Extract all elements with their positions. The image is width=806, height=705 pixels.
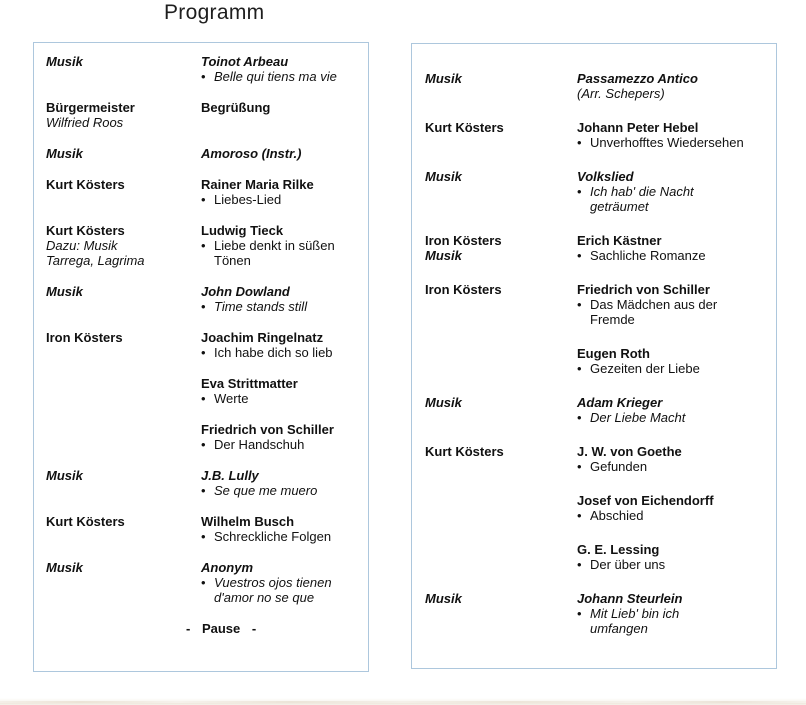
speaker-name	[46, 100, 201, 115]
piece-line	[201, 391, 363, 406]
speaker-name	[46, 238, 201, 253]
bullet-marker: •	[201, 391, 206, 406]
program-entry	[425, 444, 771, 474]
piece-line-text: Liebes-Lied	[214, 192, 282, 207]
bullet-marker: •	[577, 410, 582, 425]
program-entry	[46, 284, 363, 314]
speaker-name-text: Musik	[425, 591, 462, 606]
content-col	[577, 591, 771, 636]
program-entry	[46, 54, 363, 84]
content-col	[201, 468, 363, 498]
content-col	[577, 169, 771, 214]
bullet-marker: •	[577, 297, 582, 312]
piece-line	[577, 444, 771, 459]
speaker-name	[46, 253, 201, 268]
piece-line-text: John Dowland	[201, 284, 290, 299]
photo-strip	[0, 698, 806, 705]
speaker-col	[425, 71, 577, 86]
speaker-col	[425, 444, 577, 459]
piece-line-text: Rainer Maria Rilke	[201, 177, 314, 192]
piece-line	[577, 606, 771, 621]
speaker-col	[425, 282, 577, 297]
speaker-name-text: Kurt Kösters	[425, 444, 504, 459]
speaker-name-text: Kurt Kösters	[46, 223, 125, 238]
piece-line	[577, 493, 771, 508]
piece-line	[577, 508, 771, 523]
content-col	[577, 444, 771, 474]
piece-line-text: Time stands still	[214, 299, 308, 314]
speaker-name-text: Kurt Kösters	[46, 177, 125, 192]
piece-line	[577, 233, 771, 248]
piece-line-text: Adam Krieger	[577, 395, 663, 410]
piece-line	[201, 483, 363, 498]
content-col	[577, 120, 771, 150]
bullet-marker: •	[577, 135, 582, 150]
piece-line-text: Tönen	[214, 253, 251, 268]
speaker-name	[425, 282, 577, 297]
program-entry	[46, 100, 363, 130]
piece-line	[201, 330, 363, 345]
piece-line-text: Passamezzo Antico	[577, 71, 698, 86]
program-entry	[46, 560, 363, 605]
piece-line	[577, 86, 771, 101]
content-col	[201, 146, 363, 161]
piece-line	[577, 557, 771, 572]
piece-line	[201, 299, 363, 314]
speaker-name	[425, 233, 577, 248]
content-col	[201, 376, 363, 406]
speaker-col	[46, 284, 201, 299]
speaker-name	[46, 177, 201, 192]
speaker-name	[425, 395, 577, 410]
program-entry	[425, 591, 771, 636]
piece-line	[577, 184, 771, 199]
piece-line	[201, 376, 363, 391]
speaker-name-text: Kurt Kösters	[46, 514, 125, 529]
speaker-col	[46, 54, 201, 69]
speaker-col	[46, 177, 201, 192]
bullet-marker: •	[577, 184, 582, 199]
piece-line-text: umfangen	[590, 621, 648, 636]
program-entry	[46, 376, 363, 406]
piece-line-text: Erich Kästner	[577, 233, 662, 248]
speaker-col	[46, 330, 201, 345]
piece-line-text: J.B. Lully	[201, 468, 259, 483]
speaker-col	[425, 233, 577, 263]
piece-line	[201, 284, 363, 299]
content-col	[186, 621, 363, 636]
program-entry	[425, 71, 771, 101]
speaker-name	[46, 560, 201, 575]
program-entry	[425, 120, 771, 150]
speaker-name-text: Iron Kösters	[425, 282, 502, 297]
piece-line-text: geträumet	[590, 199, 649, 214]
piece-line	[201, 575, 363, 590]
piece-line-text: Der Liebe Macht	[590, 410, 686, 425]
piece-line	[201, 192, 363, 207]
piece-line	[577, 282, 771, 297]
piece-line	[577, 199, 771, 214]
piece-line-text: Belle qui tiens ma vie	[214, 69, 337, 84]
piece-line	[577, 248, 771, 263]
content-col	[201, 284, 363, 314]
speaker-name-text: Iron Kösters	[425, 233, 502, 248]
piece-line	[201, 560, 363, 575]
speaker-col	[425, 169, 577, 184]
piece-line-text: Das Mädchen aus der	[590, 297, 718, 312]
piece-line-text: Friedrich von Schiller	[201, 422, 334, 437]
piece-line	[577, 542, 771, 557]
piece-line-text: Mit Lieb' bin ich	[590, 606, 680, 621]
piece-line	[577, 410, 771, 425]
piece-line-text: Wilhelm Busch	[201, 514, 295, 529]
speaker-name-text: Wilfried Roos	[46, 115, 124, 130]
speaker-col	[46, 100, 201, 130]
program-entry	[425, 395, 771, 425]
speaker-col	[46, 468, 201, 483]
speaker-name-text: Musik	[425, 248, 462, 263]
piece-line-text: Sachliche Romanze	[590, 248, 706, 263]
piece-line-text: Liebe denkt in süßen	[214, 238, 335, 253]
program-entry	[46, 223, 363, 268]
speaker-name-text: Musik	[46, 146, 83, 161]
program-panel-left	[33, 42, 369, 672]
speaker-col	[425, 395, 577, 410]
content-col	[201, 560, 363, 605]
bullet-marker: •	[201, 192, 206, 207]
content-col	[577, 282, 771, 327]
pause-row	[46, 621, 363, 636]
bullet-marker: •	[201, 483, 206, 498]
speaker-name	[46, 223, 201, 238]
piece-line-text: d'amor no se que	[214, 590, 315, 605]
speaker-name	[46, 146, 201, 161]
piece-line-text: Ich hab' die Nacht	[590, 184, 694, 199]
piece-line-text: Werte	[214, 391, 249, 406]
piece-line-text: G. E. Lessing	[577, 542, 660, 557]
program-entry	[425, 233, 771, 263]
piece-line	[577, 297, 771, 312]
speaker-col	[46, 223, 201, 268]
speaker-name-text: Dazu: Musik	[46, 238, 118, 253]
program-panel-right	[411, 43, 777, 669]
piece-line	[577, 71, 771, 86]
speaker-name-text: Tarrega, Lagrima	[46, 253, 145, 268]
bullet-marker: •	[201, 575, 206, 590]
speaker-name	[425, 120, 577, 135]
speaker-name-text: Musik	[46, 560, 83, 575]
content-col	[201, 223, 363, 268]
piece-line	[201, 146, 363, 161]
speaker-name	[425, 71, 577, 86]
piece-line	[201, 468, 363, 483]
piece-line	[577, 135, 771, 150]
speaker-name	[46, 468, 201, 483]
piece-line-text: Eva Strittmatter	[201, 376, 298, 391]
piece-line	[201, 223, 363, 238]
piece-line-text: Johann Steurlein	[577, 591, 683, 606]
piece-line	[577, 459, 771, 474]
piece-line-text: Vuestros ojos tienen	[214, 575, 332, 590]
piece-line-text: Begrüßung	[201, 100, 271, 115]
content-col	[577, 233, 771, 263]
piece-line-text: Abschied	[590, 508, 644, 523]
speaker-col	[46, 146, 201, 161]
piece-line-text: Eugen Roth	[577, 346, 650, 361]
bullet-marker: •	[201, 238, 206, 253]
content-col	[577, 542, 771, 572]
bullet-marker: •	[201, 437, 206, 452]
piece-line	[201, 345, 363, 360]
content-col	[201, 177, 363, 207]
piece-line	[577, 621, 771, 636]
program-entry	[46, 146, 363, 161]
speaker-col	[425, 120, 577, 135]
program-entry	[46, 422, 363, 452]
piece-line	[201, 422, 363, 437]
piece-line	[201, 514, 363, 529]
piece-line-text: J. W. von Goethe	[577, 444, 682, 459]
piece-line	[201, 590, 363, 605]
piece-line	[577, 591, 771, 606]
speaker-name	[425, 248, 577, 263]
piece-line	[577, 346, 771, 361]
content-col	[577, 71, 771, 101]
piece-line-text: (Arr. Schepers)	[577, 86, 665, 101]
piece-line	[186, 621, 363, 636]
page-title: Programm	[164, 1, 265, 24]
content-col	[577, 493, 771, 523]
piece-line-text: Gezeiten der Liebe	[590, 361, 700, 376]
piece-line-text: Der Handschuh	[214, 437, 305, 452]
piece-line	[201, 69, 363, 84]
piece-line-text: Toinot Arbeau	[201, 54, 289, 69]
program-entry	[425, 169, 771, 214]
piece-line	[201, 529, 363, 544]
piece-line	[577, 169, 771, 184]
speaker-name-text: Musik	[46, 468, 83, 483]
speaker-name	[425, 591, 577, 606]
content-col	[577, 346, 771, 376]
program-entry	[46, 468, 363, 498]
piece-line	[201, 54, 363, 69]
program-entry	[425, 346, 771, 376]
program-entry	[46, 514, 363, 544]
piece-line-text: Der über uns	[590, 557, 666, 572]
speaker-name	[46, 115, 201, 130]
bullet-marker: •	[201, 529, 206, 544]
piece-line	[201, 238, 363, 253]
speaker-name	[46, 284, 201, 299]
content-col	[577, 395, 771, 425]
piece-line-text: Johann Peter Hebel	[577, 120, 699, 135]
speaker-name-text: Musik	[425, 395, 462, 410]
piece-line-text: Anonym	[201, 560, 253, 575]
speaker-name	[46, 54, 201, 69]
piece-line-text: Gefunden	[590, 459, 648, 474]
speaker-col	[425, 591, 577, 606]
speaker-name-text: Iron Kösters	[46, 330, 123, 345]
bullet-marker: •	[201, 345, 206, 360]
program-entry	[425, 542, 771, 572]
content-col	[201, 54, 363, 84]
speaker-name	[425, 169, 577, 184]
piece-line-text: Unverhofftes Wiedersehen	[590, 135, 744, 150]
piece-line	[201, 253, 363, 268]
piece-line-text: Joachim Ringelnatz	[201, 330, 324, 345]
bullet-marker: •	[577, 508, 582, 523]
content-col	[201, 100, 363, 115]
piece-line	[577, 312, 771, 327]
bullet-marker: •	[577, 459, 582, 474]
piece-line-text: Josef von Eichendorff	[577, 493, 714, 508]
content-col	[201, 422, 363, 452]
piece-line	[201, 437, 363, 452]
speaker-name-text: Musik	[46, 54, 83, 69]
piece-line	[577, 395, 771, 410]
speaker-name-text: Musik	[46, 284, 83, 299]
speaker-name	[46, 514, 201, 529]
speaker-col	[46, 560, 201, 575]
piece-line-text: Schreckliche Folgen	[214, 529, 332, 544]
piece-line-text: - Pause -	[186, 621, 257, 636]
content-col	[201, 330, 363, 360]
piece-line	[577, 120, 771, 135]
piece-line-text: Se que me muero	[214, 483, 318, 498]
speaker-name-text: Musik	[425, 169, 462, 184]
speaker-name	[46, 330, 201, 345]
bullet-marker: •	[201, 69, 206, 84]
piece-line	[201, 100, 363, 115]
piece-line-text: Ich habe dich so lieb	[214, 345, 333, 360]
speaker-name	[425, 444, 577, 459]
piece-line-text: Friedrich von Schiller	[577, 282, 710, 297]
program-entry	[425, 282, 771, 327]
bullet-marker: •	[577, 557, 582, 572]
piece-line-text: Amoroso (Instr.)	[201, 146, 302, 161]
speaker-name-text: Musik	[425, 71, 462, 86]
speaker-col	[46, 514, 201, 529]
piece-line	[577, 361, 771, 376]
piece-line	[201, 177, 363, 192]
content-col	[201, 514, 363, 544]
piece-line-text: Ludwig Tieck	[201, 223, 284, 238]
program-entry	[46, 177, 363, 207]
bullet-marker: •	[201, 299, 206, 314]
program-entry	[46, 330, 363, 360]
bullet-marker: •	[577, 248, 582, 263]
bullet-marker: •	[577, 606, 582, 621]
piece-line-text: Fremde	[590, 312, 635, 327]
bullet-marker: •	[577, 361, 582, 376]
speaker-name-text: Kurt Kösters	[425, 120, 504, 135]
piece-line-text: Volkslied	[577, 169, 634, 184]
speaker-name-text: Bürgermeister	[46, 100, 135, 115]
program-entry	[425, 493, 771, 523]
